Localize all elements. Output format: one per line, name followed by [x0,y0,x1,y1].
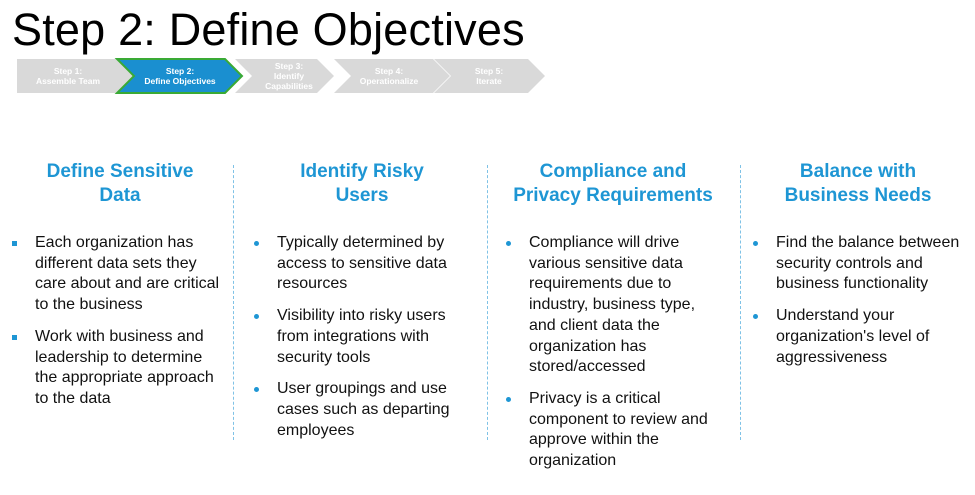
column-3-title-line2: Privacy Requirements [513,185,713,206]
column-4-title-line1: Balance with [799,161,917,182]
column-2-title-line1: Identify Risky [300,161,424,182]
step-progress-chevrons [0,0,975,100]
list-item: Find the balance between security controls and business functionality [753,233,963,295]
column-3-title [500,160,726,208]
step-2-chevron-active[interactable] [117,59,242,93]
step-3-label-line1: Step 3: [274,61,304,71]
column-divider [740,165,741,440]
column-3-bullet-list [506,233,722,483]
column-divider [487,165,488,440]
column-identify-risky-users [254,160,470,439]
column-4-title-line2: Business Needs [784,185,932,206]
list-item: Work with business and leadership to determine the appropriate approach to the data [12,327,222,410]
page-title: Step 2: Define Objectives [12,4,525,55]
step-1-label-line1: Step 1: [53,66,83,76]
step-2-label-line1: Step 2: [165,66,195,76]
column-2-bullet-list [254,233,470,452]
list-item: Compliance will drive various sensitive data requirements due to industry, business type, and client data the organization has stored/accessed [506,233,722,378]
step-1-label-line2: Assemble Team [35,76,101,86]
step-3-chevron[interactable] [235,59,334,93]
column-2-title [254,160,470,208]
list-item: User groupings and use cases such as departing employees [254,379,470,441]
step-5-label-line1: Step 5: [474,66,504,76]
column-4-bullet-list [753,233,963,379]
column-1-title-line2: Data [99,185,141,206]
column-4-title [750,160,966,208]
list-item: Visibility into risky users from integrations with security tools [254,306,470,368]
list-item: Understand your organization's level of aggressiveness [753,306,963,368]
column-1-title [12,160,228,208]
column-1-title-line1: Define Sensitive [46,161,194,182]
step-5-chevron[interactable] [434,59,545,93]
step-3-label-line2: Identify [273,71,305,81]
column-divider [233,165,234,440]
column-2-title-line2: Users [335,185,389,206]
step-4-label-line1: Step 4: [374,66,404,76]
step-2-label-line2: Define Objectives [144,76,216,86]
column-3-title-line1: Compliance and [539,161,687,182]
step-1-chevron[interactable] [17,59,134,93]
step-3-label-line3: Capabilities [265,81,313,91]
column-1-bullet-list [12,233,222,421]
step-4-label-line2: Operationalize [359,76,419,86]
step-5-label-line2: Iterate [476,76,502,86]
column-compliance-privacy [500,160,726,470]
list-item: Typically determined by access to sensitive data resources [254,233,470,295]
list-item: Privacy is a critical component to review and approve within the organization [506,389,722,472]
step-4-chevron[interactable] [334,59,450,93]
list-item: Each organization has different data sets they care about and are critical to the business [12,233,222,316]
column-balance-business-needs [750,160,966,366]
column-define-sensitive-data [12,160,228,407]
